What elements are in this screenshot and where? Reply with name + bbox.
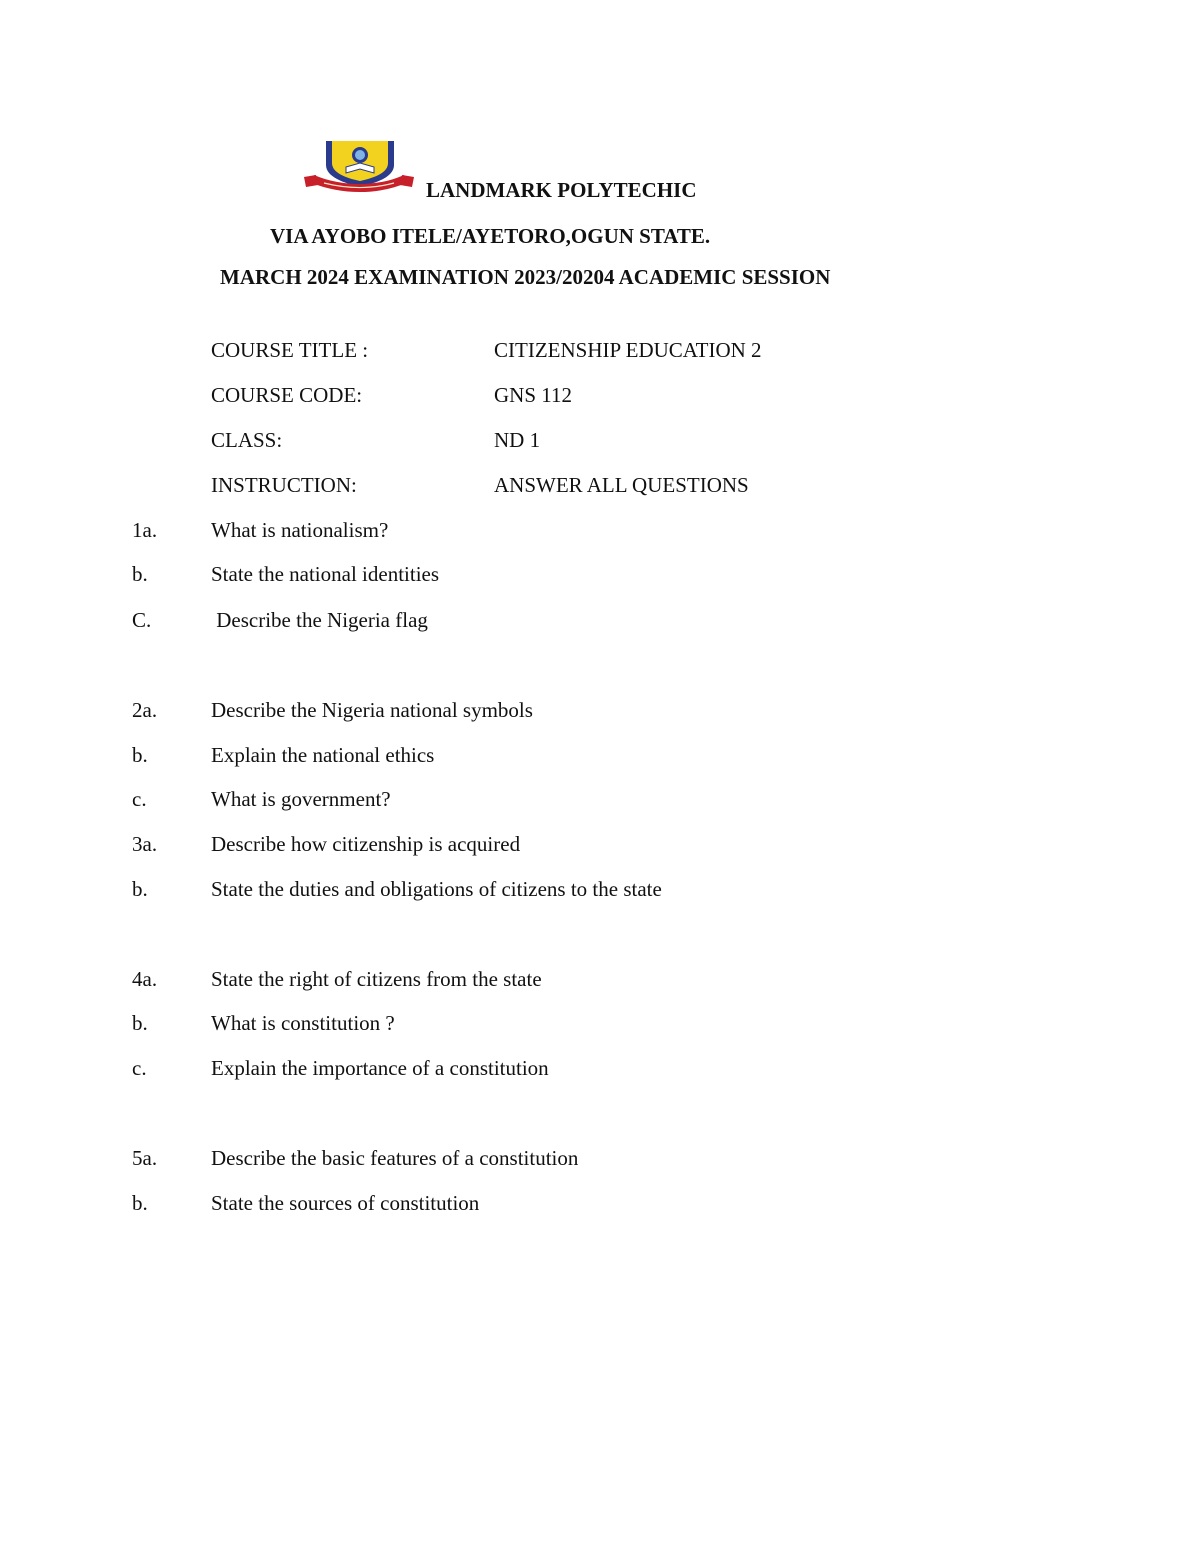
question-number: b. <box>132 562 148 586</box>
question-number: 1a. <box>132 518 158 542</box>
question-text: Describe the Nigeria national symbols <box>211 698 533 722</box>
question-text: Explain the national ethics <box>211 743 435 767</box>
course-title-value: CITIZENSHIP EDUCATION 2 <box>494 338 762 362</box>
question-number: c. <box>132 1056 147 1080</box>
question-number: b. <box>132 877 148 901</box>
question-text: What is constitution ? <box>211 1011 395 1035</box>
question-number: 5a. <box>132 1146 158 1170</box>
question-text: Describe the basic features of a constitution <box>211 1146 579 1170</box>
course-code-value: GNS 112 <box>494 383 572 407</box>
exam-title: MARCH 2024 EXAMINATION 2023/20204 ACADEMIC SESSION <box>220 265 831 289</box>
question-text: State the sources of constitution <box>211 1191 480 1215</box>
question-number: b. <box>132 1191 148 1215</box>
institution-address: VIA AYOBO ITELE/AYETORO,OGUN STATE. <box>270 224 711 248</box>
question-number: b. <box>132 1011 148 1035</box>
question-number: b. <box>132 743 148 767</box>
question-text: State the duties and obligations of citizens to the state <box>211 877 662 901</box>
question-text: State the national identities <box>211 562 440 586</box>
class-value: ND 1 <box>494 428 541 452</box>
question-number: 4a. <box>132 967 158 991</box>
question-text: What is government? <box>211 787 391 811</box>
course-title-label: COURSE TITLE : <box>211 338 369 362</box>
instruction-label: INSTRUCTION: <box>211 473 357 497</box>
question-number: 2a. <box>132 698 158 722</box>
course-code-label: COURSE CODE: <box>211 383 363 407</box>
instruction-value: ANSWER ALL QUESTIONS <box>494 473 749 497</box>
school-crest-icon <box>302 141 416 193</box>
institution-name: LANDMARK POLYTECHIC <box>426 178 697 202</box>
question-number: 3a. <box>132 832 158 856</box>
question-number: C. <box>132 608 152 632</box>
class-label: CLASS: <box>211 428 283 452</box>
question-text: Describe the Nigeria flag <box>211 608 428 632</box>
question-text: Describe how citizenship is acquired <box>211 832 521 856</box>
question-number: c. <box>132 787 147 811</box>
question-text: What is nationalism? <box>211 518 389 542</box>
question-text: Explain the importance of a constitution <box>211 1056 549 1080</box>
question-text: State the right of citizens from the state <box>211 967 542 991</box>
